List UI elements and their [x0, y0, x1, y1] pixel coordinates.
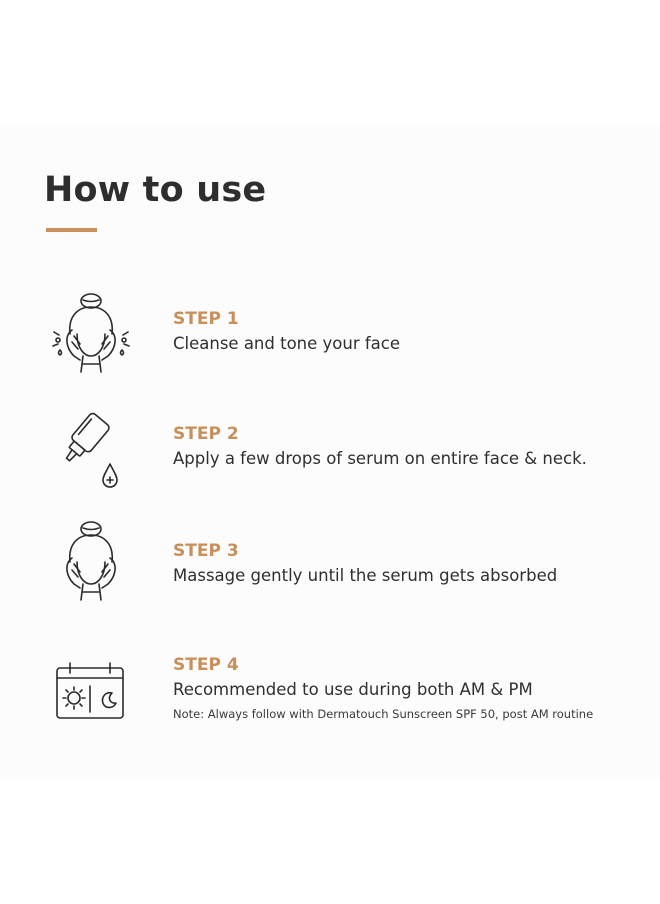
title-underline — [46, 228, 97, 232]
section-title: How to use — [44, 170, 267, 210]
step-3-label: STEP 3 — [173, 541, 239, 561]
face-massage-icon — [50, 518, 132, 602]
step-1-text: Cleanse and tone your face — [173, 334, 401, 353]
step-3-text: Massage gently until the serum gets absorbed — [173, 566, 558, 585]
step-2-text: Apply a few drops of serum on entire face & neck. — [173, 449, 587, 468]
serum-dropper-icon — [50, 408, 132, 492]
step-4-note: Note: Always follow with Dermatouch Sunscreen SPF 50, post AM routine — [173, 707, 594, 721]
face-wash-icon — [50, 290, 132, 374]
step-1-label: STEP 1 — [173, 309, 239, 329]
step-2-label: STEP 2 — [173, 424, 239, 444]
day-night-calendar-icon — [52, 660, 128, 722]
step-4-label: STEP 4 — [173, 655, 239, 675]
step-4-text: Recommended to use during both AM & PM — [173, 680, 533, 699]
